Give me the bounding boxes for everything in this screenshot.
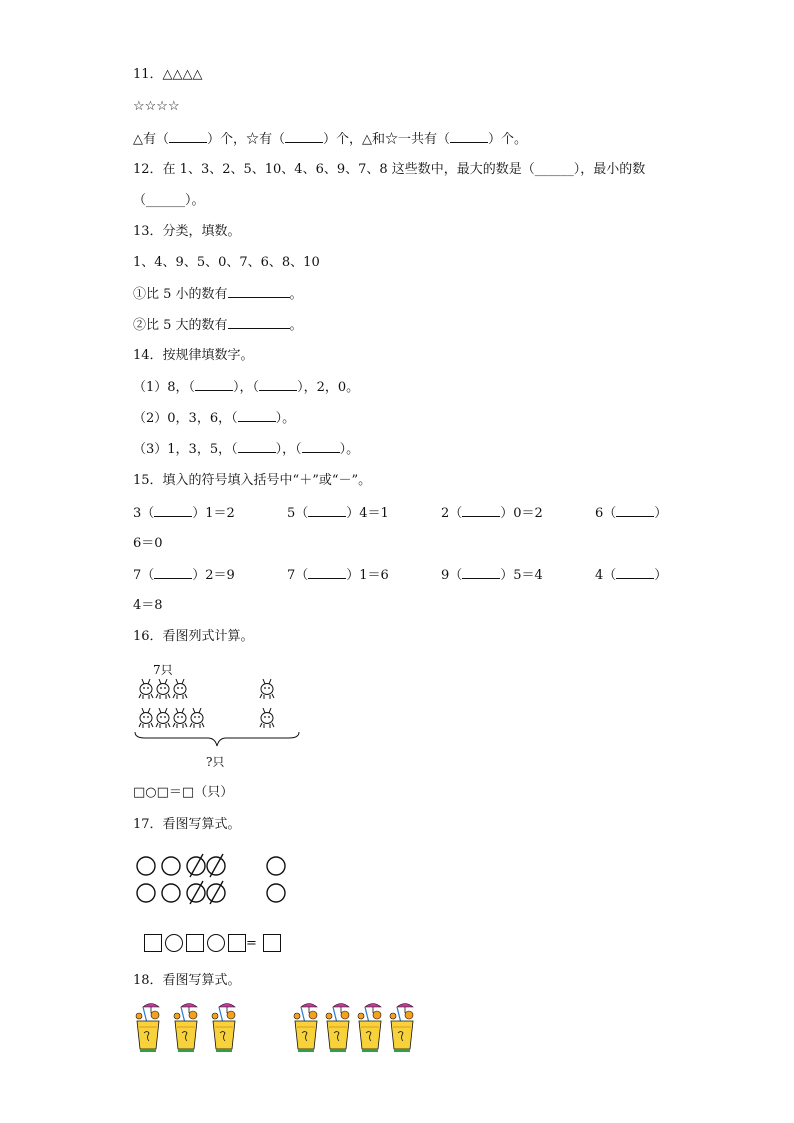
q15-r2c3: 9（ ）5＝4	[441, 568, 543, 583]
answer-blank[interactable]	[238, 409, 276, 422]
circle-icon	[162, 884, 180, 902]
rabbit-icon	[260, 708, 274, 728]
q15-r1c2: 5（ ）4＝1	[287, 506, 389, 521]
answer-line[interactable]	[228, 285, 290, 298]
q17-title: 17．看图写算式。	[133, 817, 241, 832]
circle-icon	[267, 884, 285, 902]
answer-blank[interactable]	[450, 130, 488, 143]
q16-bottom-label: ?只	[206, 755, 225, 769]
answer-box[interactable]	[186, 934, 204, 952]
q11-line1: 11．△△△△	[133, 67, 203, 82]
q11-line3: △有（ ）个，☆有（ ）个，△和☆一共有（ ）个。	[133, 132, 528, 147]
q15-r1-wrap: 6＝0	[133, 536, 163, 551]
q16-figure	[133, 676, 303, 756]
q14-item3: （3）1，3，5，（ ），（ ）。	[133, 442, 360, 457]
circle-icon	[137, 857, 155, 875]
answer-blank[interactable]	[285, 130, 323, 143]
answer-box[interactable]	[144, 934, 162, 952]
circle-icon	[267, 857, 285, 875]
circle-icon	[162, 857, 180, 875]
q15-r2-wrap: 4＝8	[133, 598, 163, 613]
q18-figure	[133, 1000, 423, 1058]
answer-blank[interactable]	[195, 378, 233, 391]
q16-top-label: 7只	[153, 663, 173, 677]
q17-figure	[133, 852, 293, 908]
juice-glass-icon	[294, 1004, 317, 1053]
q16-equation: □○□＝□（只）	[133, 785, 234, 800]
answer-blank[interactable]	[302, 440, 340, 453]
answer-blank[interactable]	[238, 440, 276, 453]
q15-r1c1: 3（ ）1＝2	[133, 506, 235, 521]
rabbit-icon	[173, 679, 187, 699]
q16-title: 16．看图列式计算。	[133, 629, 254, 644]
q17-equation: =	[144, 934, 284, 953]
q14-title: 14．按规律填数字。	[133, 348, 254, 363]
rabbit-icon	[139, 679, 153, 699]
q15-r1c3: 2（ ）0＝2	[441, 506, 543, 521]
answer-blank[interactable]	[154, 566, 192, 579]
q12-line2: （______）。	[133, 193, 205, 208]
q15-title: 15．填入的符号填入括号中“＋”或“－”。	[133, 473, 372, 488]
q12-line1: 12．在 1、3、2、5、10、4、6、9、7、8 这些数中，最大的数是（______），最小的数	[133, 162, 646, 177]
answer-blank[interactable]	[616, 566, 654, 579]
rabbit-icon	[190, 708, 204, 728]
answer-blank[interactable]	[462, 566, 500, 579]
juice-glass-icon	[136, 1004, 159, 1053]
q13-item2: ②比 5 大的数有 。	[133, 318, 303, 333]
q14-item1: （1）8，（ ），（ ），2，0。	[133, 380, 360, 395]
rabbit-icon	[156, 708, 170, 728]
answer-blank[interactable]	[462, 504, 500, 517]
brace	[135, 732, 299, 746]
q15-r2c4: 4（ ）	[595, 568, 668, 583]
q13-title: 13．分类，填数。	[133, 224, 241, 239]
q11-line2: ☆☆☆☆	[133, 99, 180, 114]
circle-icon	[137, 884, 155, 902]
rabbit-icon	[156, 679, 170, 699]
juice-glass-icon	[390, 1004, 413, 1053]
q13-item1: ①比 5 小的数有 。	[133, 287, 303, 302]
answer-line[interactable]	[228, 316, 290, 329]
q18-title: 18．看图写算式。	[133, 973, 241, 988]
q15-r1c4: 6（ ）	[595, 506, 668, 521]
juice-glass-icon	[326, 1004, 349, 1053]
answer-box[interactable]	[228, 934, 246, 952]
juice-glass-icon	[174, 1004, 197, 1053]
juice-glass-icon	[212, 1004, 235, 1053]
answer-blank[interactable]	[616, 504, 654, 517]
q15-r2c2: 7（ ）1＝6	[287, 568, 389, 583]
answer-blank[interactable]	[154, 504, 192, 517]
rabbit-icon	[260, 679, 274, 699]
answer-blank[interactable]	[169, 130, 207, 143]
q15-r2c1: 7（ ）2＝9	[133, 568, 235, 583]
juice-glass-icon	[358, 1004, 381, 1053]
operator-circle[interactable]	[207, 934, 225, 952]
q14-item2: （2）0，3，6，（ ）。	[133, 411, 296, 426]
operator-circle[interactable]	[165, 934, 183, 952]
answer-blank[interactable]	[308, 566, 346, 579]
rabbit-icon	[173, 708, 187, 728]
answer-blank[interactable]	[259, 378, 297, 391]
q13-numbers: 1、4、9、5、0、7、6、8、10	[133, 255, 320, 270]
answer-blank[interactable]	[308, 504, 346, 517]
rabbit-icon	[139, 708, 153, 728]
answer-box[interactable]	[263, 934, 281, 952]
